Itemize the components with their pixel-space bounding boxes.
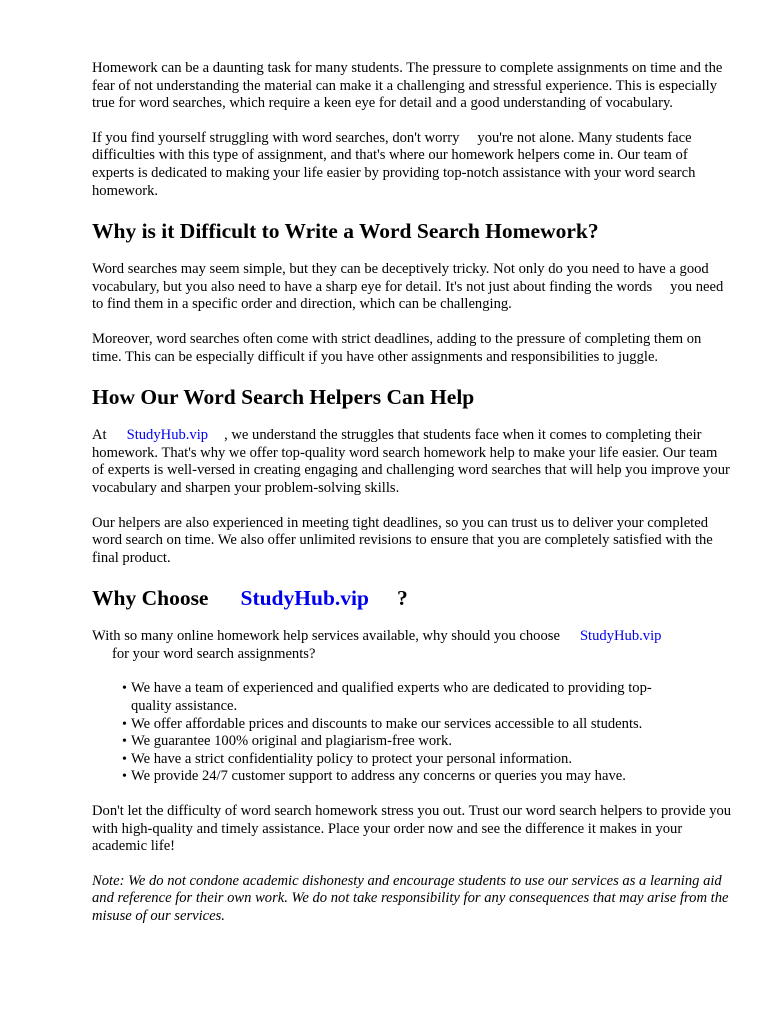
closing-paragraph: Don't let the difficulty of word search homework stress you out. Trust our word search helpers to provide you with high-quality and timely assistance. Place your order now and see the difference it makes in your academic life!: [92, 803, 732, 855]
why-choose-heading-text: Why Choose: [92, 586, 209, 611]
list-item: [122, 768, 732, 786]
why-choose-paragraph-part-b: for your word search assignments?: [112, 645, 316, 662]
studyhub-link-choose[interactable]: StudyHub.vip: [579, 628, 662, 645]
intro-paragraph-2-part-b: you're not alone. Many students face difficulties with this type of assignment, and that's where our homework helpers come in. Our team of experts is dedicated to making your life easier by providing top-notch assistance with your word search homework.: [92, 129, 696, 199]
bullet-icon: •: [122, 716, 127, 732]
benefits-list: [92, 680, 732, 786]
bullet-icon: •: [122, 734, 127, 750]
difficulty-paragraph-1-part-a: Word searches may seem simple, but they can be deceptively tricky. Not only do you need to have a good vocabulary, but you also need to have a sharp eye for detail. It's not just about finding the words: [92, 261, 709, 295]
list-item-text: We provide 24/7 customer support to address any concerns or queries you may have.: [131, 768, 626, 785]
studyhub-link-heading[interactable]: StudyHub.vip: [240, 586, 369, 611]
difficulty-paragraph-1-part-b: you need to find them in a specific order and direction, which can be challenging.: [92, 278, 724, 313]
list-item-text: We offer affordable prices and discounts to make our services accessible to all students.: [131, 715, 643, 732]
bullet-icon: •: [122, 769, 127, 785]
helpers-paragraph-1-rest: , we understand the struggles that students face when it comes to completing their homework. That's why we offer top-quality word search homework help to make your life easier. Our team of experts is well-versed in creating engaging and challenging word searches that will help you improve your vocabulary and sharpen your problem-solving skills.: [92, 427, 730, 496]
list-item: [122, 733, 732, 751]
why-choose-heading-question-mark: ?: [396, 586, 408, 611]
list-item: [122, 680, 732, 715]
difficulty-paragraph-1: [92, 261, 732, 314]
list-item-text: We have a team of experienced and qualified experts who are dedicated to providing top-quality assistance.: [131, 680, 652, 715]
list-item: [122, 750, 732, 769]
list-item-text: We have a strict confidentiality policy to protect your personal information.: [131, 750, 572, 767]
difficulty-paragraph-2: Moreover, word searches often come with strict deadlines, adding to the pressure of completing them on time. This can be especially difficult if you have other assignments and responsibilities to juggle.: [92, 330, 702, 365]
section-heading-helpers: How Our Word Search Helpers Can Help: [92, 385, 475, 410]
helpers-paragraph-1-at: At: [92, 427, 107, 444]
list-item: [122, 715, 732, 734]
intro-paragraph-1: Homework can be a daunting task for many students. The pressure to complete assignments on time and the fear of not understanding the material can make it a challenging and stressful experience. This is especially true for word searches, which require a keen eye for detail and a good understanding of vocabulary.: [92, 60, 723, 112]
studyhub-link-helpers[interactable]: StudyHub.vip: [126, 427, 209, 444]
helpers-paragraph-2: Our helpers are also experienced in meeting tight deadlines, so you can trust us to deliver your completed word search on time. We also offer unlimited revisions to ensure that you are completely satisfied with the final product.: [92, 514, 713, 566]
section-heading-why-choose: [92, 585, 732, 611]
intro-paragraph-2-part-a: If you find yourself struggling with word searches, don't worry: [92, 129, 460, 146]
list-item-text: We guarantee 100% original and plagiarism-free work.: [131, 733, 452, 750]
bullet-icon: •: [122, 751, 127, 767]
section-heading-difficulty: Why is it Difficult to Write a Word Search Homework?: [92, 219, 599, 244]
bullet-icon: •: [122, 681, 127, 697]
disclaimer-note: Note: We do not condone academic dishonesty and encourage students to use our services as a learning aid and reference for their own work. We do not take responsibility for any consequences that may arise from the misuse of our services.: [92, 872, 729, 924]
why-choose-paragraph-part-a: With so many online homework help services available, why should you choose: [92, 628, 560, 645]
helpers-paragraph-1: [92, 427, 732, 497]
why-choose-paragraph: [92, 628, 732, 663]
intro-paragraph-2: [92, 130, 732, 200]
